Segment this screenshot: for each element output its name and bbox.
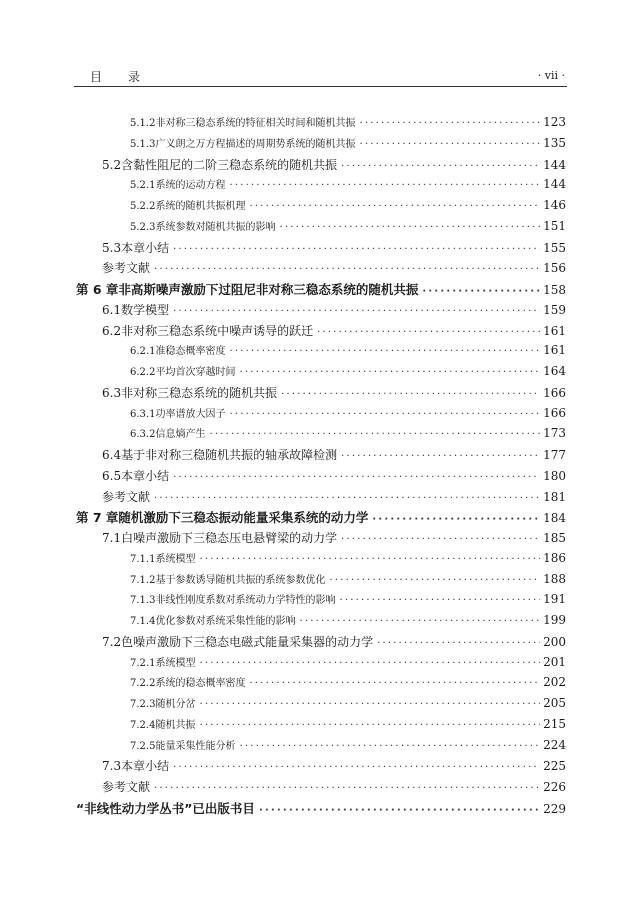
- toc-entry-title: 参考文献: [102, 261, 151, 276]
- toc-entry[interactable]: [130, 197, 566, 217]
- toc-entry-title: 非高斯噪声激励下过阻尼非对称三稳态系统的随机共振: [118, 282, 419, 297]
- toc-entry[interactable]: [130, 218, 566, 238]
- toc-entry-title: 系统模型: [155, 553, 196, 565]
- toc-entry-number: 7.2.2: [130, 678, 156, 690]
- toc-entry-page: 123: [543, 115, 566, 129]
- toc-entry-number: 7.1.2: [130, 574, 156, 586]
- toc-entry-number: 7.1.3: [130, 595, 156, 607]
- dot-leader: [173, 244, 540, 255]
- toc-entry-page: 191: [543, 592, 566, 607]
- toc-entry[interactable]: [76, 280, 566, 300]
- toc-entry-title: 系统的稳态概率密度: [155, 678, 246, 690]
- toc-entry-number: 6.5: [102, 468, 122, 483]
- toc-entry-title: 能量采集性能分析: [155, 740, 236, 752]
- toc-entry-number: 7.1.4: [130, 616, 156, 627]
- dot-leader: [229, 409, 540, 420]
- toc-entry-title: 非线性刚度系数对系统动力学特性的影响: [155, 595, 336, 607]
- toc-entry-title: 参考文献: [102, 489, 151, 504]
- toc-entry-page: 181: [543, 489, 566, 504]
- toc-entry-title: 平均首次穿越时间: [155, 367, 236, 378]
- toc-entry[interactable]: [102, 488, 566, 508]
- toc-entry[interactable]: [130, 363, 566, 383]
- toc-entry-number: 5.1.2: [130, 118, 156, 129]
- dot-leader: [317, 327, 540, 338]
- dot-leader: [229, 346, 540, 357]
- toc-entry-title: 白噪声激励下三稳态压电悬臂梁的动力学: [121, 531, 338, 545]
- dot-leader: [239, 367, 540, 378]
- toc-entry-page: 215: [543, 716, 566, 731]
- toc-entry-title: 含黏性阻尼的二阶三稳态系统的随机共振: [121, 157, 338, 172]
- toc-entry[interactable]: [130, 135, 566, 155]
- dot-leader: [339, 595, 540, 606]
- toc-entry-number: 6.3.1: [130, 408, 156, 420]
- toc-entry[interactable]: [76, 508, 566, 528]
- toc-entry-page: 199: [543, 613, 566, 627]
- toc-entry-page: 158: [543, 283, 566, 297]
- toc-entry-title: 优化参数对系统采集性能的影响: [155, 616, 296, 627]
- toc-entry-number: 7.2: [102, 634, 122, 649]
- toc-entry-page: 144: [543, 157, 566, 172]
- toc-entry-number: 7.1.1: [130, 553, 156, 565]
- toc-entry-title: 基于参数诱导随机共振的系统参数优化: [155, 574, 326, 586]
- toc-entry[interactable]: [102, 239, 566, 259]
- toc-entry-number: 第 6 章: [76, 282, 119, 297]
- toc-entry-title: 随机分岔: [155, 699, 196, 710]
- toc-entry[interactable]: [130, 342, 566, 362]
- toc-entry-title: 非对称三稳态系统的随机共振: [121, 385, 278, 400]
- toc-entry-number: 6.3: [102, 385, 122, 400]
- toc-entry[interactable]: [102, 259, 566, 279]
- dot-leader: [422, 286, 540, 297]
- dot-leader: [372, 514, 540, 525]
- dot-leader: [279, 222, 540, 233]
- toc-entry-page: 135: [543, 135, 566, 150]
- dot-leader: [377, 638, 540, 649]
- toc-entry[interactable]: [130, 550, 566, 570]
- toc-entry-number: 6.3.2: [130, 429, 156, 441]
- toc-entry-title: 非对称三稳态系统中噪声诱导的跃迁: [121, 323, 314, 338]
- toc-entry-title: 广义朗之万方程描述的周期势系统的随机共振: [155, 138, 356, 150]
- dot-leader: [281, 389, 540, 400]
- toc-entry[interactable]: [130, 425, 566, 445]
- toc-entry-title: 系统模型: [155, 657, 196, 669]
- toc-entry-page: 164: [543, 364, 566, 378]
- toc-entry-title: “非线性动力学丛书”已出版书目: [76, 800, 255, 816]
- toc-entry-number: 7.2.4: [130, 719, 156, 731]
- toc-entry-page: 166: [543, 385, 566, 400]
- header-title: 目录: [90, 70, 167, 84]
- toc-entry-page: 224: [543, 737, 566, 752]
- toc-entry-title: 本章小结: [121, 468, 170, 483]
- toc-entry[interactable]: [102, 778, 566, 798]
- toc-entry-number: 6.4: [102, 448, 122, 462]
- toc-entry-number: 5.2.2: [130, 201, 156, 212]
- dot-leader: [329, 575, 540, 586]
- toc-entry[interactable]: [76, 799, 566, 819]
- toc-entry-page: 184: [543, 511, 566, 526]
- dot-leader: [199, 720, 540, 731]
- toc-entry-page: 188: [543, 571, 566, 586]
- toc-entry[interactable]: [130, 674, 566, 694]
- toc-entry-page: 166: [543, 405, 566, 420]
- toc-entry-page: 226: [543, 780, 566, 794]
- toc-entry-page: 161: [543, 323, 566, 338]
- toc-entry-title: 随机激励下三稳态振动能量采集系统的动力学: [118, 510, 369, 526]
- toc-entry-title: 系统的运动方程: [155, 180, 226, 192]
- toc-entry-number: 5.1.3: [130, 138, 156, 150]
- toc-entry-title: 系统参数对随机共振的影响: [155, 221, 276, 233]
- toc-entry-title: 数学模型: [121, 302, 170, 317]
- toc-entry[interactable]: [130, 405, 566, 425]
- dot-leader: [154, 264, 540, 275]
- toc-entry-title: 参考文献: [102, 780, 151, 794]
- toc-entry-title: 信息熵产生: [155, 429, 206, 441]
- dot-leader: [341, 451, 540, 462]
- toc-entry-page: 202: [543, 675, 566, 690]
- toc-entry[interactable]: [102, 633, 566, 653]
- toc-entry-page: 146: [543, 198, 566, 212]
- toc-entry[interactable]: [130, 716, 566, 736]
- toc-entry-page: 173: [543, 426, 566, 441]
- toc-entry-page: 155: [543, 240, 566, 255]
- toc-entry[interactable]: [130, 591, 566, 611]
- toc-entry-title: 基于非对称三稳随机共振的轴承故障检测: [121, 448, 338, 462]
- toc-entry[interactable]: [102, 529, 566, 549]
- toc-entry-page: 229: [543, 801, 566, 816]
- toc-entry[interactable]: [130, 571, 566, 591]
- dot-leader: [199, 658, 540, 669]
- toc-entry[interactable]: [102, 446, 566, 466]
- toc-entry-number: 6.1: [102, 302, 122, 317]
- toc-entry[interactable]: [102, 156, 566, 176]
- toc-entry[interactable]: [130, 612, 566, 632]
- toc-entry-page: 225: [543, 759, 566, 774]
- toc-entry-title: 功率谱放大因子: [155, 408, 226, 420]
- dot-leader: [154, 783, 540, 794]
- toc-entry-number: 5.2: [102, 157, 122, 172]
- toc-entry-page: 177: [543, 448, 566, 462]
- toc-entry-number: 第 7 章: [76, 510, 119, 526]
- dot-leader: [359, 139, 540, 150]
- toc-entry[interactable]: [130, 114, 566, 134]
- dot-leader: [341, 161, 540, 172]
- toc-entry-title: 本章小结: [121, 240, 170, 255]
- dot-leader: [173, 472, 540, 483]
- toc-entry[interactable]: [130, 737, 566, 757]
- toc-entry-title: 本章小结: [121, 759, 170, 774]
- toc-entry-number: 7.2.1: [130, 657, 156, 669]
- toc-entry-page: 151: [543, 218, 566, 233]
- toc-entry[interactable]: [102, 384, 566, 404]
- dot-leader: [239, 741, 540, 752]
- running-header: [74, 68, 567, 87]
- dot-leader: [209, 429, 540, 440]
- toc-entry-number: 7.2.3: [130, 699, 156, 710]
- toc-entry[interactable]: [130, 176, 566, 196]
- dot-leader: [359, 118, 540, 129]
- toc-entry-title: 非对称三稳态系统的特征相关时间和随机共振: [155, 118, 356, 129]
- dot-leader: [229, 180, 540, 191]
- toc-entry-page: 180: [543, 468, 566, 483]
- header-page-number: · vii ·: [537, 69, 565, 82]
- toc-entry-number: 5.2.3: [130, 221, 156, 233]
- toc-entry[interactable]: [130, 695, 566, 715]
- dot-leader: [341, 534, 540, 545]
- toc-entry-number: 7.2.5: [130, 740, 156, 752]
- dot-leader: [249, 678, 540, 689]
- toc-entry-number: 7.1: [102, 531, 122, 545]
- dot-leader: [199, 699, 540, 710]
- dot-leader: [173, 762, 540, 773]
- toc-entry-page: 185: [543, 531, 566, 545]
- toc-entry-page: 186: [543, 550, 566, 565]
- toc-entry-page: 205: [543, 696, 566, 710]
- dot-leader: [173, 306, 540, 317]
- toc-entry[interactable]: [102, 757, 566, 777]
- toc-entry-page: 156: [543, 261, 566, 276]
- dot-leader: [199, 554, 540, 565]
- toc-entry-number: 6.2.1: [130, 346, 156, 358]
- toc-entry[interactable]: [102, 301, 566, 321]
- dot-leader: [299, 616, 540, 627]
- toc-entry-page: 161: [543, 343, 566, 358]
- toc-entry-page: 201: [543, 654, 566, 669]
- toc-entry-number: 6.2.2: [130, 367, 156, 378]
- toc-entry-page: 159: [543, 302, 566, 317]
- toc-entry-page: 144: [543, 177, 566, 192]
- toc-entry[interactable]: [102, 467, 566, 487]
- toc-entry[interactable]: [130, 654, 566, 674]
- toc-entry-number: 6.2: [102, 323, 122, 338]
- dot-leader: [249, 201, 540, 212]
- toc-entry-number: 7.3: [102, 759, 122, 774]
- dot-leader: [154, 493, 540, 504]
- toc-entry[interactable]: [102, 322, 566, 342]
- toc-entry-page: 200: [543, 634, 566, 649]
- toc-entry-title: 系统的随机共振机理: [155, 201, 246, 212]
- toc-entry-title: 准稳态概率密度: [155, 346, 226, 358]
- toc-entry-title: 色噪声激励下三稳态电磁式能量采集器的动力学: [121, 634, 374, 649]
- toc-entry-number: 5.3: [102, 240, 122, 255]
- toc-entry-number: 5.2.1: [130, 180, 156, 192]
- toc-entry-title: 随机共振: [155, 719, 196, 731]
- dot-leader: [259, 805, 540, 816]
